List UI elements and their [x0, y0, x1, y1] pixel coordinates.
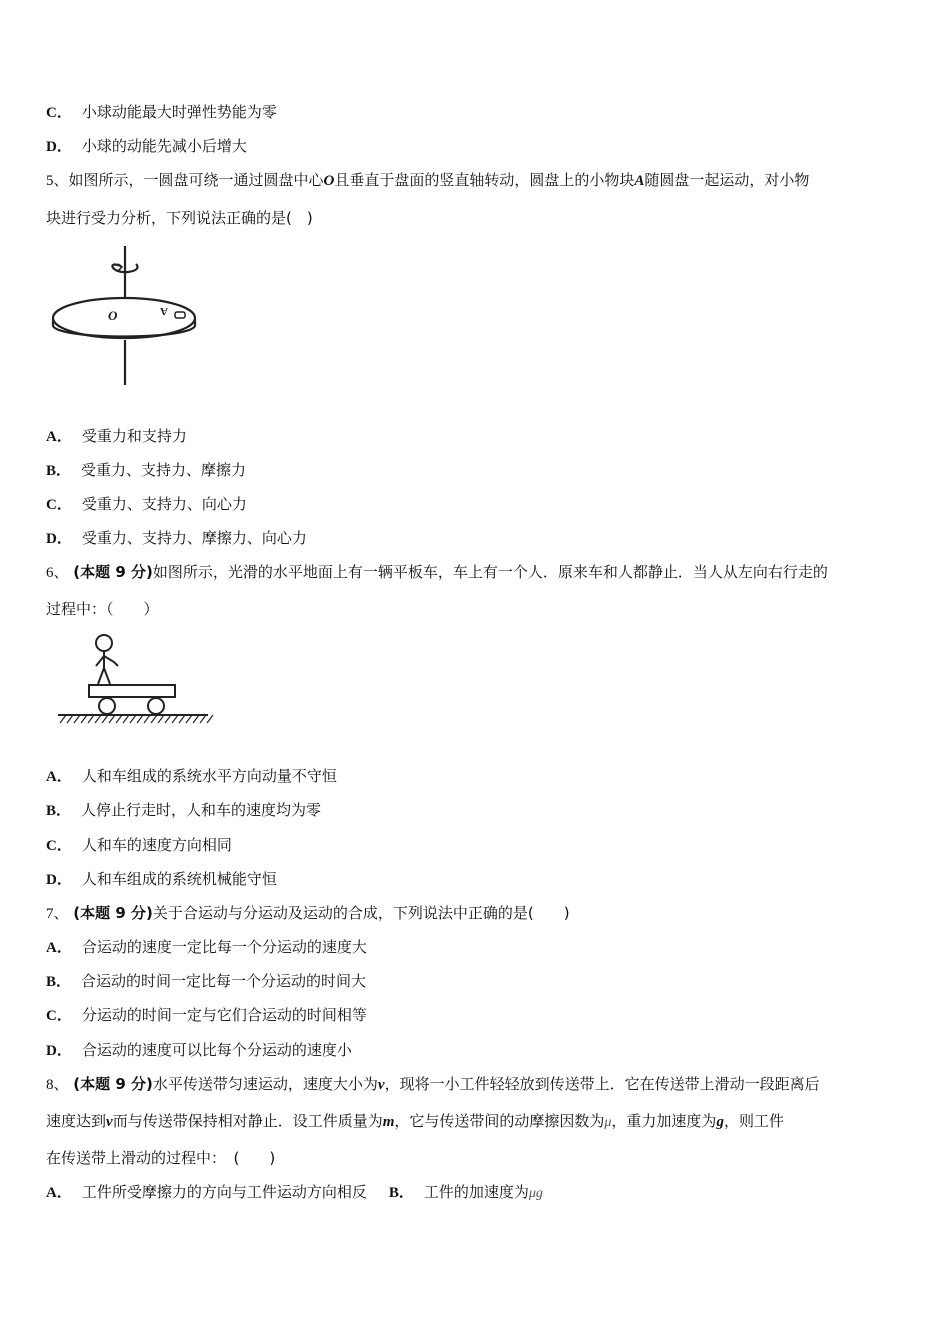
q6-option-c [46, 835, 232, 856]
cart-platform [89, 685, 175, 697]
q8-options-row [46, 1182, 543, 1204]
label-a: A [160, 305, 168, 317]
ground-hatch-stroke [172, 715, 178, 723]
var-v: v [106, 1114, 113, 1130]
ground-hatch-stroke [186, 715, 192, 723]
option-label: C． [46, 105, 72, 121]
option-text: 人和车的速度方向相同 [81, 836, 232, 854]
option-label: A． [46, 429, 72, 445]
ground-hatch-stroke [179, 715, 185, 723]
option-label: B． [388, 1185, 414, 1201]
q8-stem-line1 [46, 1074, 820, 1095]
stem-text: 在传送带上滑动的过程中： ( ) [46, 1149, 276, 1167]
option-label: C． [46, 497, 72, 513]
option-text: 人停止行走时，人和车的速度均为零 [81, 801, 322, 819]
expr-mu-g: μg [528, 1186, 543, 1201]
stem-text: 过程中：（ ） [46, 600, 159, 618]
question-number: 6、 [46, 565, 69, 581]
option-text: 工件所受摩擦力的方向与工件运动方向相反 [81, 1183, 367, 1201]
person-arms [96, 656, 118, 666]
option-label: D． [46, 872, 72, 888]
stem-text: 关于合运动与分运动及运动的合成，下列说法中正确的是( ) [152, 904, 570, 922]
option-text: 合运动的速度一定比每一个分运动的速度大 [81, 938, 367, 956]
rotating-disk-figure [48, 240, 208, 390]
stem-text: 如图所示，光滑的水平地面上有一辆平板车，车上有一个人．原来车和人都静止．当人从左向右行走的 [152, 563, 828, 581]
ground-hatch-stroke [165, 715, 171, 723]
option-label: A． [46, 769, 72, 785]
ground-hatch-stroke [123, 715, 129, 723]
q8-stem-line3 [46, 1148, 275, 1168]
score-note: (本题 9 分) [73, 904, 153, 922]
person-legs [98, 668, 110, 684]
q5-option-b [46, 460, 246, 481]
question-number: 5、 [46, 173, 69, 189]
ground-hatch-stroke [144, 715, 150, 723]
q5-stem-line1 [46, 170, 809, 191]
q6-option-d [46, 869, 277, 890]
stem-text: 水平传送带匀速运动，速度大小为 [152, 1075, 378, 1093]
option-text: 合运动的速度可以比每个分运动的速度小 [81, 1041, 352, 1059]
ground-hatch-stroke [207, 715, 213, 723]
option-text: 受重力、支持力、摩擦力、向心力 [81, 529, 307, 547]
person-head [96, 635, 112, 651]
stem-text: 速度达到 [46, 1112, 107, 1130]
var-g: g [716, 1114, 724, 1130]
q7-option-b [46, 971, 366, 992]
option-text: 受重力、支持力、摩擦力 [81, 461, 247, 479]
ground-hatch-stroke [151, 715, 157, 723]
var-v: v [377, 1077, 385, 1093]
q5-stem-line2 [46, 208, 313, 228]
option-text: 受重力、支持力、向心力 [81, 495, 247, 513]
option-label: A． [46, 1185, 72, 1201]
ground-hatch-stroke [200, 715, 206, 723]
score-note: (本题 9 分) [73, 563, 153, 581]
ground-hatch-stroke [74, 715, 80, 723]
ground-hatch-stroke [88, 715, 94, 723]
q4-option-d [46, 136, 247, 157]
disk-top [53, 298, 195, 338]
option-text: 人和车组成的系统机械能守恒 [81, 870, 277, 888]
q6-option-b [46, 800, 321, 821]
q5-option-c [46, 494, 247, 515]
stem-text: ，它与传送带间的动摩擦因数为 [394, 1112, 605, 1130]
var-m: m [382, 1114, 395, 1130]
stem-text: 而与传送带保持相对静止．设工件质量为 [112, 1112, 383, 1130]
stem-text: ，现将一小工件轻轻放到传送带上．它在传送带上滑动一段距离后 [384, 1075, 820, 1093]
q7-option-d [46, 1040, 352, 1061]
ground-hatch-stroke [102, 715, 108, 723]
option-label: B． [46, 463, 72, 479]
ground-hatch-stroke [60, 715, 66, 723]
q8-stem-line2 [46, 1111, 784, 1133]
var-mu: μ [604, 1115, 612, 1130]
ground-hatch-stroke [81, 715, 87, 723]
ground-hatch-stroke [95, 715, 101, 723]
ground-hatching [60, 715, 213, 723]
option-label: D． [46, 1043, 72, 1059]
ground-hatch-stroke [158, 715, 164, 723]
option-text: 分运动的时间一定与它们合运动的时间相等 [81, 1006, 367, 1024]
option-text: 小球动能最大时弹性势能为零 [81, 103, 277, 121]
q7-option-a [46, 937, 367, 958]
option-text: 小球的动能先减小后增大 [81, 137, 247, 155]
q6-option-a [46, 766, 337, 787]
stem-text: 如图所示，一圆盘可绕一通过圆盘中心 [68, 171, 324, 189]
option-label: D． [46, 139, 72, 155]
option-label: C． [46, 838, 72, 854]
option-text: 受重力和支持力 [81, 427, 187, 445]
ground-hatch-stroke [130, 715, 136, 723]
option-label: B． [46, 803, 72, 819]
q6-stem-line2 [46, 599, 159, 619]
ground-hatch-stroke [67, 715, 73, 723]
cart-person-figure [54, 632, 214, 728]
q5-option-d [46, 528, 307, 549]
ground-hatch-stroke [137, 715, 143, 723]
question-number: 7、 [46, 906, 69, 922]
option-text: 人和车组成的系统水平方向动量不守恒 [81, 767, 337, 785]
q7-option-c [46, 1005, 367, 1026]
var-o: O [323, 173, 335, 189]
var-a: A [634, 173, 645, 189]
question-number: 8、 [46, 1077, 69, 1093]
stem-text: 且垂直于盘面的竖直轴转动，圆盘上的小物块 [334, 171, 635, 189]
option-text: 合运动的时间一定比每一个分运动的时间大 [81, 972, 367, 990]
q7-stem [46, 903, 570, 924]
cart-wheel-left [99, 698, 115, 714]
stem-text: ，重力加速度为 [611, 1112, 717, 1130]
ground-hatch-stroke [109, 715, 115, 723]
q5-option-a [46, 426, 187, 447]
option-label: C． [46, 1008, 72, 1024]
option-label: B． [46, 974, 72, 990]
option-text: 工件的加速度为 [423, 1183, 529, 1201]
cart-wheel-right [148, 698, 164, 714]
option-label: D． [46, 531, 72, 547]
ground-hatch-stroke [193, 715, 199, 723]
ground-hatch-stroke [116, 715, 122, 723]
rotation-arrowhead [118, 264, 122, 271]
score-note: (本题 9 分) [73, 1075, 153, 1093]
stem-text: 块进行受力分析，下列说法正确的是( ) [46, 209, 313, 227]
stem-text: 随圆盘一起运动，对小物 [644, 171, 810, 189]
q4-option-c [46, 102, 277, 123]
stem-text: ，则工件 [723, 1112, 784, 1130]
label-o: O [108, 308, 118, 323]
q6-stem-line1 [46, 562, 828, 583]
option-label: A． [46, 940, 72, 956]
